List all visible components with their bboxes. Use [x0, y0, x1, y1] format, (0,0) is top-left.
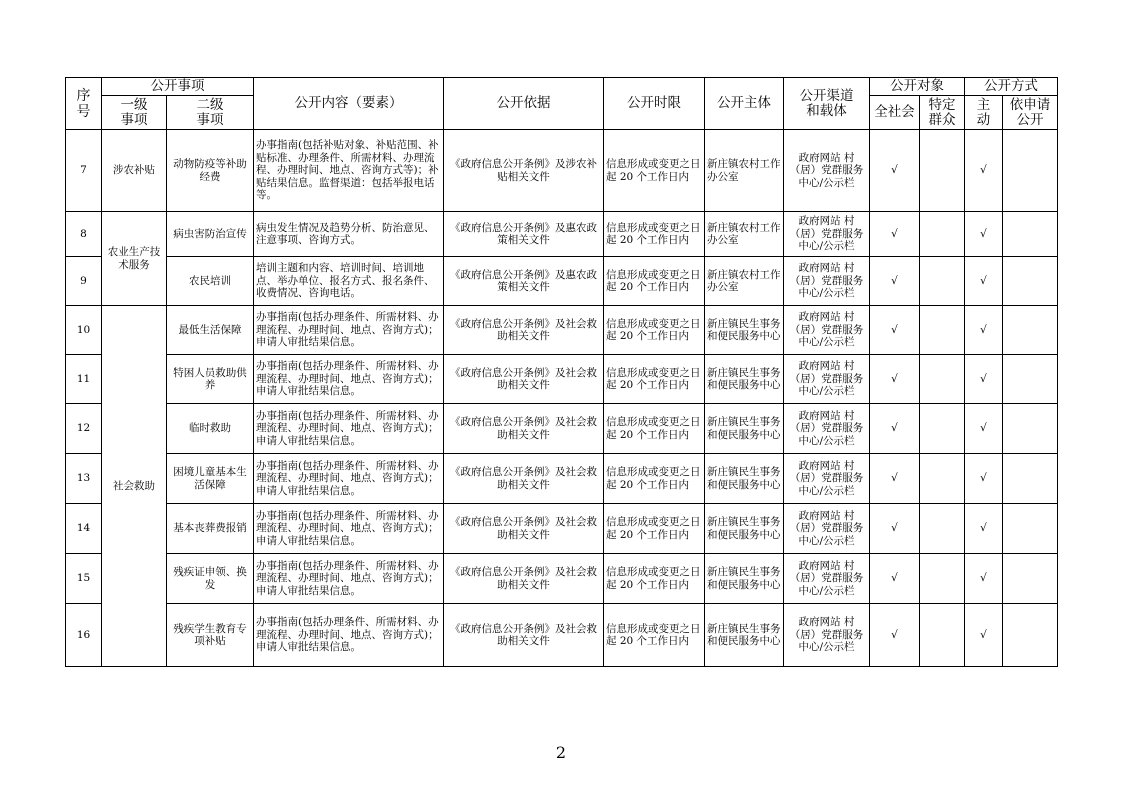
row-seq: 15 [66, 554, 102, 604]
on-request-check [1003, 355, 1058, 404]
header-active: 主动 [965, 96, 1003, 130]
specific-check [920, 604, 965, 667]
on-request-check [1003, 404, 1058, 454]
content-cell: 办事指南(包括办理条件、所需材料、办理流程、办理时间、地点、咨询方式)；申请人审批结果信息。 [254, 404, 444, 454]
header-items-group: 公开事项 [102, 78, 254, 96]
level2-cell: 困境儿童基本生活保障 [167, 454, 254, 504]
table-row [66, 212, 1058, 257]
table-row [66, 257, 1058, 306]
active-check: √ [965, 454, 1003, 504]
basis-cell: 《政府信息公开条例》及社会救助相关文件 [444, 454, 604, 504]
subject-cell: 新庄镇民生事务和便民服务中心 [705, 306, 784, 355]
table-row [66, 355, 1058, 404]
page-number: 2 [555, 743, 567, 762]
level2-cell: 残疾证申领、换发 [167, 554, 254, 604]
channel-cell: 政府网站 村（居）党群服务中心/公示栏 [784, 604, 870, 667]
specific-check [920, 504, 965, 554]
table-row [66, 454, 1058, 504]
basis-cell: 《政府信息公开条例》及社会救助相关文件 [444, 404, 604, 454]
header-content: 公开内容（要素） [254, 78, 444, 130]
basis-cell: 《政府信息公开条例》及社会救助相关文件 [444, 306, 604, 355]
society-check: √ [870, 604, 920, 667]
time-limit-cell: 信息形成或变更之日起 20 个工作日内 [604, 454, 705, 504]
table-row [66, 504, 1058, 554]
subject-cell: 新庄镇农村工作办公室 [705, 212, 784, 257]
on-request-check [1003, 554, 1058, 604]
specific-check [920, 454, 965, 504]
content-cell: 办事指南(包括办理条件、所需材料、办理流程、办理时间、地点、咨询方式)；申请人审批结果信息。 [254, 454, 444, 504]
on-request-check [1003, 306, 1058, 355]
subject-cell: 新庄镇民生事务和便民服务中心 [705, 404, 784, 454]
header-time-limit: 公开时限 [604, 78, 705, 130]
level1-cell: 社会救助 [102, 306, 167, 667]
table-row [66, 130, 1058, 212]
channel-cell: 政府网站 村（居）党群服务中心/公示栏 [784, 454, 870, 504]
channel-cell: 政府网站 村（居）党群服务中心/公示栏 [784, 130, 870, 212]
header-society: 全社会 [870, 96, 920, 130]
society-check: √ [870, 554, 920, 604]
content-cell: 病虫发生情况及趋势分析、防治意见、注意事项、咨询方式。 [254, 212, 444, 257]
header-level1: 一级事项 [102, 96, 167, 130]
active-check: √ [965, 212, 1003, 257]
subject-cell: 新庄镇农村工作办公室 [705, 130, 784, 212]
society-check: √ [870, 306, 920, 355]
level2-cell: 临时救助 [167, 404, 254, 454]
specific-check [920, 306, 965, 355]
level2-cell: 最低生活保障 [167, 306, 254, 355]
subject-cell: 新庄镇民生事务和便民服务中心 [705, 504, 784, 554]
level2-cell: 特困人员救助供养 [167, 355, 254, 404]
row-seq: 9 [66, 257, 102, 306]
row-seq: 16 [66, 604, 102, 667]
subject-cell: 新庄镇民生事务和便民服务中心 [705, 604, 784, 667]
header-method-group: 公开方式 [965, 78, 1058, 96]
header-specific: 特定群众 [920, 96, 965, 130]
on-request-check [1003, 212, 1058, 257]
subject-cell: 新庄镇民生事务和便民服务中心 [705, 355, 784, 404]
row-seq: 12 [66, 404, 102, 454]
time-limit-cell: 信息形成或变更之日起 20 个工作日内 [604, 212, 705, 257]
time-limit-cell: 信息形成或变更之日起 20 个工作日内 [604, 404, 705, 454]
time-limit-cell: 信息形成或变更之日起 20 个工作日内 [604, 306, 705, 355]
basis-cell: 《政府信息公开条例》及涉农补贴相关文件 [444, 130, 604, 212]
time-limit-cell: 信息形成或变更之日起 20 个工作日内 [604, 257, 705, 306]
row-seq: 8 [66, 212, 102, 257]
society-check: √ [870, 130, 920, 212]
subject-cell: 新庄镇民生事务和便民服务中心 [705, 454, 784, 504]
header-basis: 公开依据 [444, 78, 604, 130]
specific-check [920, 212, 965, 257]
header-subject: 公开主体 [705, 78, 784, 130]
society-check: √ [870, 355, 920, 404]
row-seq: 10 [66, 306, 102, 355]
active-check: √ [965, 355, 1003, 404]
channel-cell: 政府网站 村（居）党群服务中心/公示栏 [784, 404, 870, 454]
on-request-check [1003, 604, 1058, 667]
table-row [66, 306, 1058, 355]
subject-cell: 新庄镇农村工作办公室 [705, 257, 784, 306]
basis-cell: 《政府信息公开条例》及惠农政策相关文件 [444, 212, 604, 257]
channel-cell: 政府网站 村（居）党群服务中心/公示栏 [784, 355, 870, 404]
specific-check [920, 554, 965, 604]
time-limit-cell: 信息形成或变更之日起 20 个工作日内 [604, 355, 705, 404]
table-row [66, 404, 1058, 454]
content-cell: 办事指南(包括办理条件、所需材料、办理流程、办理时间、地点、咨询方式)；申请人审批结果信息。 [254, 604, 444, 667]
level2-cell: 基本丧葬费报销 [167, 504, 254, 554]
header-level2: 二级事项 [167, 96, 254, 130]
channel-cell: 政府网站 村（居）党群服务中心/公示栏 [784, 306, 870, 355]
specific-check [920, 130, 965, 212]
table-row [66, 554, 1058, 604]
content-cell: 培训主题和内容、培训时间、培训地点、举办单位、报名方式、报名条件、收费情况、咨询电话。 [254, 257, 444, 306]
level1-cell: 涉农补贴 [102, 130, 167, 212]
basis-cell: 《政府信息公开条例》及社会救助相关文件 [444, 504, 604, 554]
basis-cell: 《政府信息公开条例》及社会救助相关文件 [444, 355, 604, 404]
level2-cell: 农民培训 [167, 257, 254, 306]
specific-check [920, 404, 965, 454]
row-seq: 13 [66, 454, 102, 504]
active-check: √ [965, 404, 1003, 454]
level1-cell: 农业生产技术服务 [102, 212, 167, 306]
channel-cell: 政府网站 村（居）党群服务中心/公示栏 [784, 257, 870, 306]
on-request-check [1003, 454, 1058, 504]
header-on-request: 依申请公开 [1003, 96, 1058, 130]
society-check: √ [870, 504, 920, 554]
on-request-check [1003, 504, 1058, 554]
active-check: √ [965, 554, 1003, 604]
active-check: √ [965, 504, 1003, 554]
content-cell: 办事指南(包括补贴对象、补贴范围、补贴标准、办理条件、所需材料、办理流程、办理时间、地点、咨询方式等)；补贴结果信息。监督渠道：包括举报电话等。 [254, 130, 444, 212]
channel-cell: 政府网站 村（居）党群服务中心/公示栏 [784, 212, 870, 257]
basis-cell: 《政府信息公开条例》及社会救助相关文件 [444, 554, 604, 604]
active-check: √ [965, 257, 1003, 306]
time-limit-cell: 信息形成或变更之日起 20 个工作日内 [604, 130, 705, 212]
row-seq: 7 [66, 130, 102, 212]
on-request-check [1003, 130, 1058, 212]
header-channel: 公开渠道和载体 [784, 78, 870, 130]
on-request-check [1003, 257, 1058, 306]
content-cell: 办事指南(包括办理条件、所需材料、办理流程、办理时间、地点、咨询方式)；申请人审批结果信息。 [254, 355, 444, 404]
content-cell: 办事指南(包括办理条件、所需材料、办理流程、办理时间、地点、咨询方式)；申请人审批结果信息。 [254, 504, 444, 554]
basis-cell: 《政府信息公开条例》及惠农政策相关文件 [444, 257, 604, 306]
channel-cell: 政府网站 村（居）党群服务中心/公示栏 [784, 554, 870, 604]
specific-check [920, 257, 965, 306]
active-check: √ [965, 130, 1003, 212]
content-cell: 办事指南(包括办理条件、所需材料、办理流程、办理时间、地点、咨询方式)；申请人审批结果信息。 [254, 554, 444, 604]
time-limit-cell: 信息形成或变更之日起 20 个工作日内 [604, 554, 705, 604]
active-check: √ [965, 604, 1003, 667]
time-limit-cell: 信息形成或变更之日起 20 个工作日内 [604, 604, 705, 667]
disclosure-table [65, 77, 1058, 667]
subject-cell: 新庄镇民生事务和便民服务中心 [705, 554, 784, 604]
header-seq: 序号 [66, 78, 102, 130]
specific-check [920, 355, 965, 404]
row-seq: 11 [66, 355, 102, 404]
society-check: √ [870, 404, 920, 454]
basis-cell: 《政府信息公开条例》及社会救助相关文件 [444, 604, 604, 667]
content-cell: 办事指南(包括办理条件、所需材料、办理流程、办理时间、地点、咨询方式)；申请人审批结果信息。 [254, 306, 444, 355]
row-seq: 14 [66, 504, 102, 554]
header-target-group: 公开对象 [870, 78, 965, 96]
level2-cell: 病虫害防治宣传 [167, 212, 254, 257]
table-row [66, 604, 1058, 667]
society-check: √ [870, 257, 920, 306]
level2-cell: 动物防疫等补助经费 [167, 130, 254, 212]
active-check: √ [965, 306, 1003, 355]
society-check: √ [870, 454, 920, 504]
time-limit-cell: 信息形成或变更之日起 20 个工作日内 [604, 504, 705, 554]
channel-cell: 政府网站 村（居）党群服务中心/公示栏 [784, 504, 870, 554]
society-check: √ [870, 212, 920, 257]
level2-cell: 残疾学生教育专项补贴 [167, 604, 254, 667]
